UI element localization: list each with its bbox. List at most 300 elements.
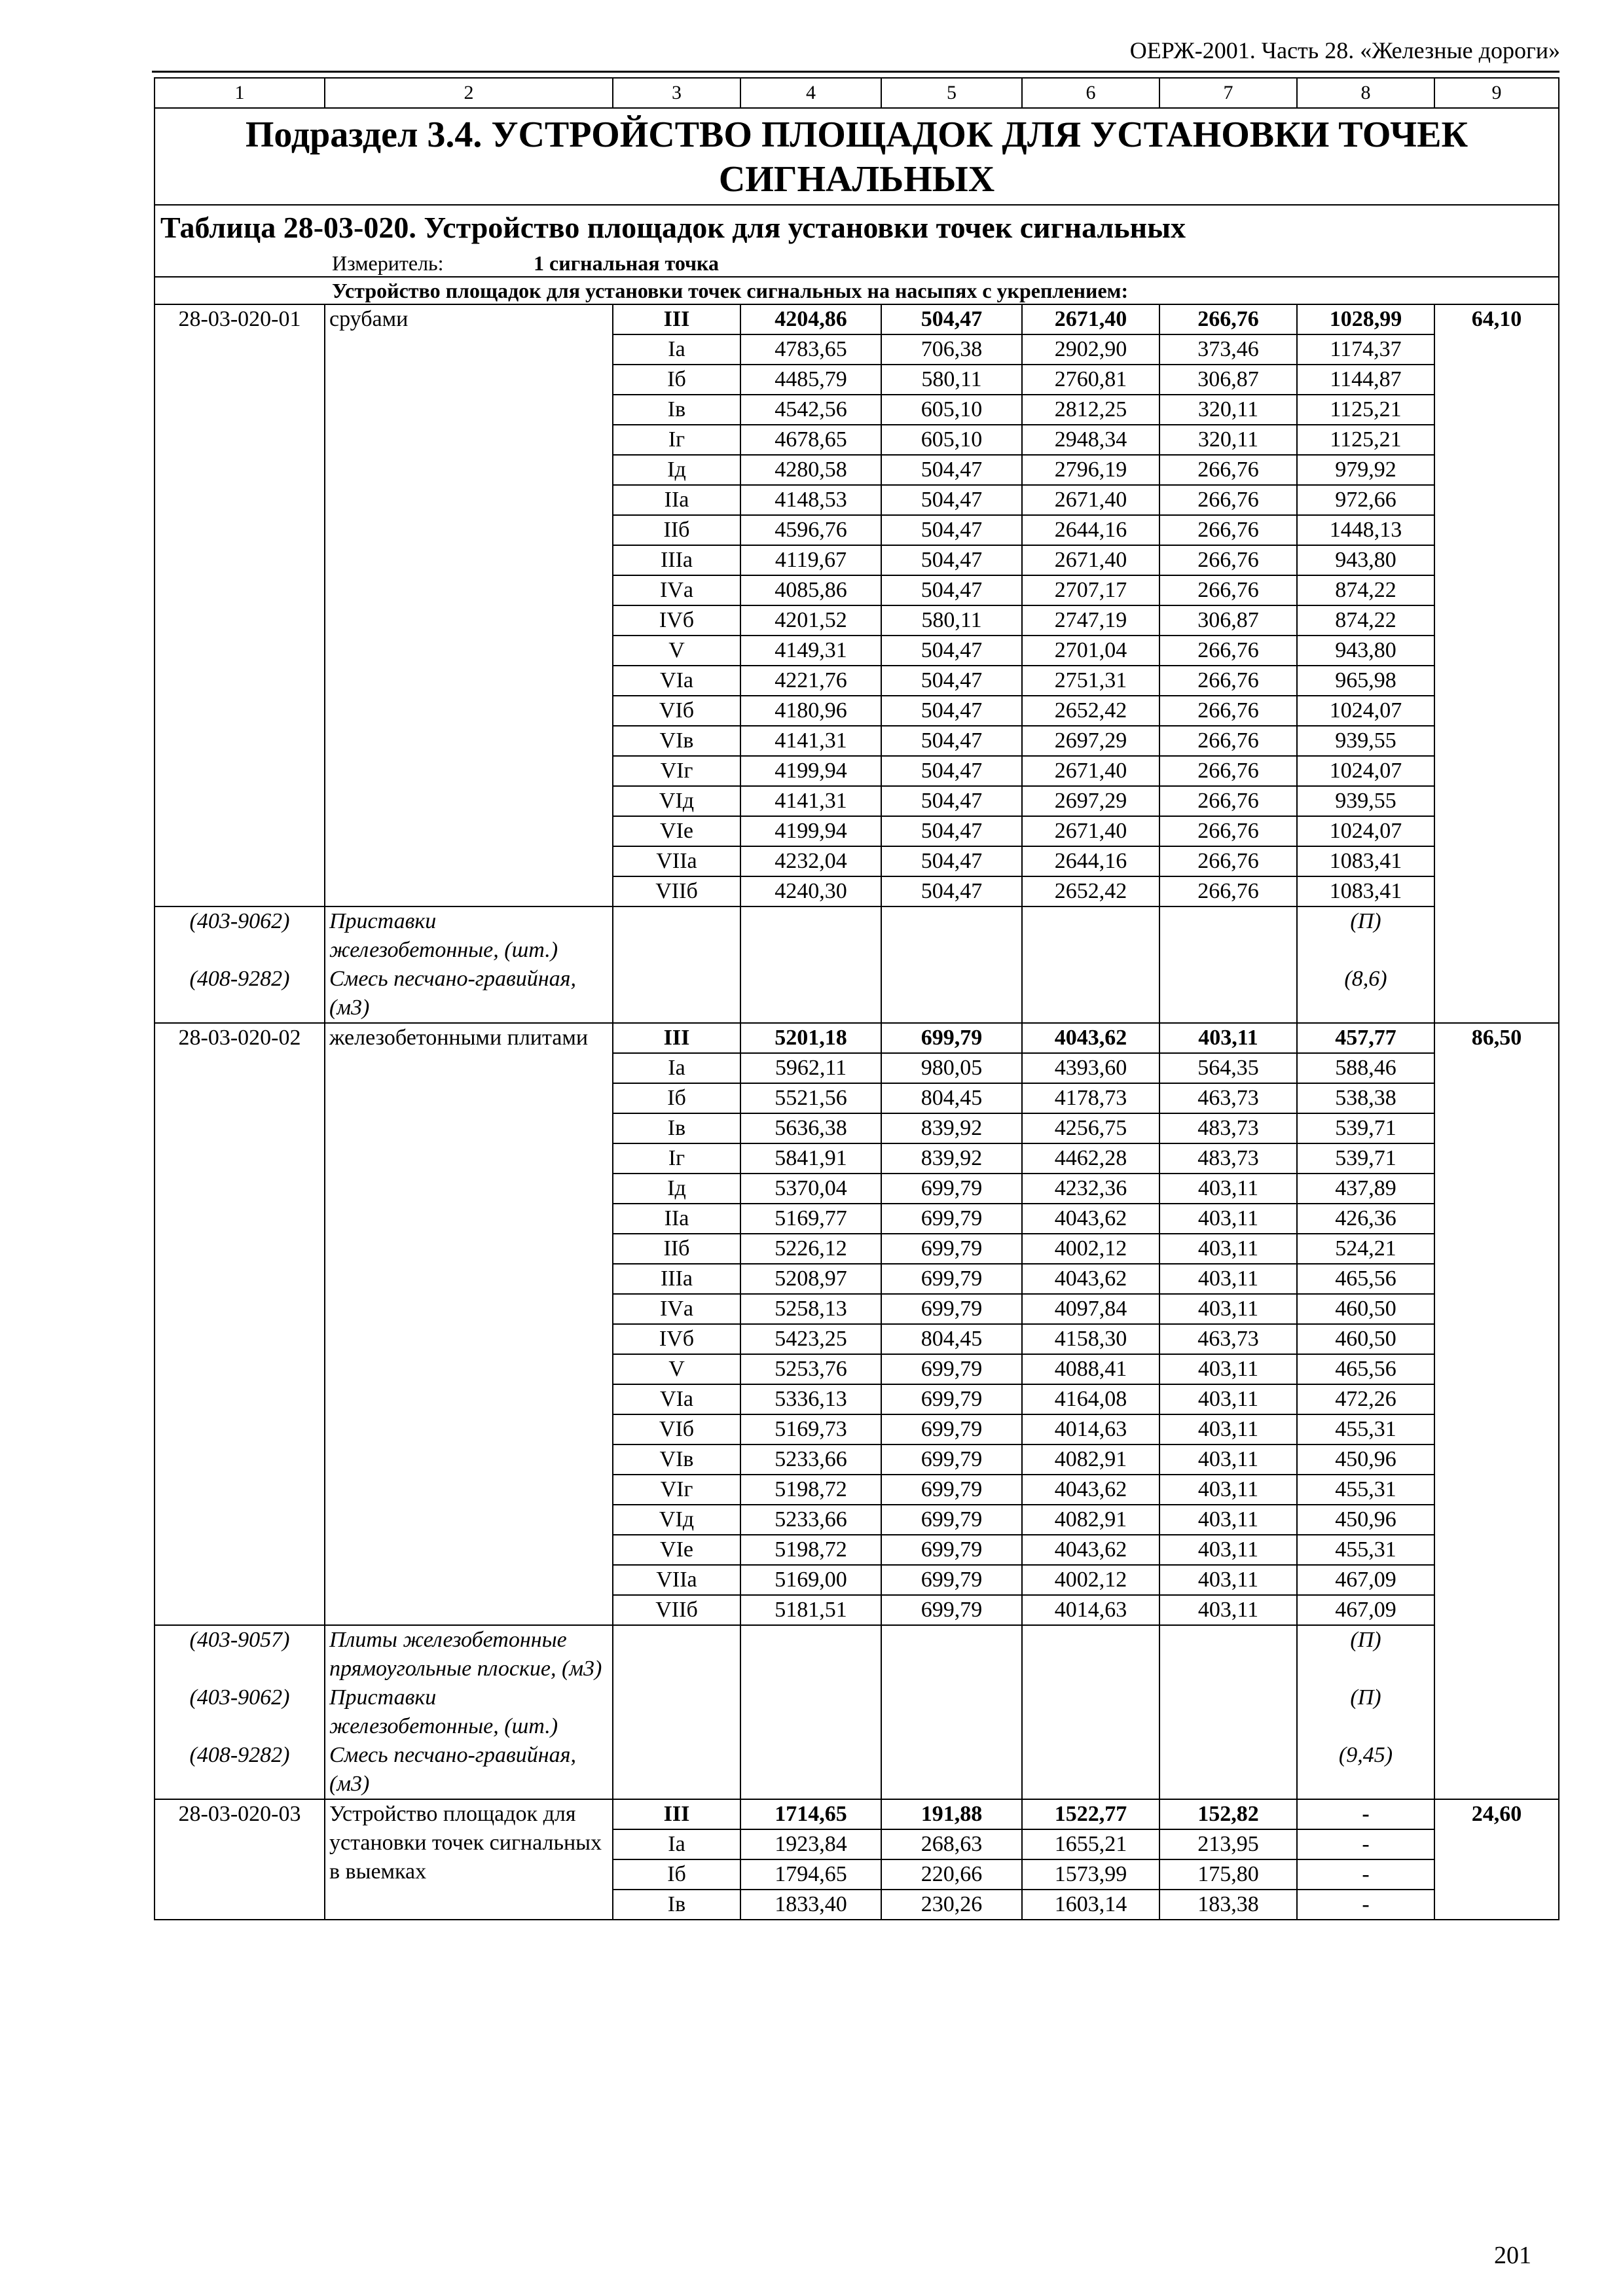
zone-cell: Iг [613,1143,740,1174]
zone-cell: IIIа [613,1264,740,1294]
value-cell: 5181,51 [740,1595,881,1625]
value-cell: 4180,96 [740,696,881,726]
rate-code: 28-03-020-02 [155,1023,325,1625]
empty-cell [740,1741,881,1799]
value-cell: 504,47 [881,756,1022,786]
value-cell: 4043,62 [1022,1535,1159,1565]
value-cell: 2671,40 [1022,304,1159,334]
rates-table-body [155,78,1559,1920]
zone-cell: VIг [613,756,740,786]
value-cell: 504,47 [881,485,1022,515]
value-cell: 5169,00 [740,1565,881,1595]
value-cell: 306,87 [1159,365,1297,395]
meter-value: 1 сигнальная точка [534,251,719,275]
value-cell: 4043,62 [1022,1204,1159,1234]
value-cell: 539,71 [1297,1143,1434,1174]
value-cell: 2652,42 [1022,696,1159,726]
column-number: 9 [1434,78,1559,108]
value-cell: 965,98 [1297,666,1434,696]
labor-cost-cell: 86,50 [1434,1023,1559,1799]
value-cell: 5336,13 [740,1384,881,1414]
page-number: 201 [1494,2242,1531,2269]
value-cell: 4199,94 [740,756,881,786]
header-rule [152,71,1559,73]
empty-cell [1022,1683,1159,1741]
zone-cell: IIIа [613,545,740,575]
empty-cell [740,1625,881,1683]
resource-code: (403-9062) [155,906,325,965]
value-cell: 699,79 [881,1414,1022,1444]
value-cell: 2644,16 [1022,515,1159,545]
value-cell: 5521,56 [740,1083,881,1113]
value-cell: 699,79 [881,1384,1022,1414]
resource-code: (408-9282) [155,1741,325,1799]
resource-qty: (8,6) [1297,965,1434,1023]
zone-cell: IIа [613,1204,740,1234]
value-cell: 504,47 [881,786,1022,816]
value-cell: 465,56 [1297,1264,1434,1294]
value-cell: 564,35 [1159,1053,1297,1083]
value-cell: 5636,38 [740,1113,881,1143]
value-cell: 4002,12 [1022,1234,1159,1264]
value-cell: 220,66 [881,1859,1022,1890]
value-cell: 2652,42 [1022,876,1159,906]
zone-cell: VIд [613,786,740,816]
value-cell: 230,26 [881,1890,1022,1920]
value-cell: 1125,21 [1297,395,1434,425]
value-cell: 5198,72 [740,1535,881,1565]
value-cell: 605,10 [881,425,1022,455]
value-cell: 4232,04 [740,846,881,876]
value-cell: 874,22 [1297,575,1434,605]
value-cell: 4199,94 [740,816,881,846]
value-cell: 5208,97 [740,1264,881,1294]
value-cell: 266,76 [1159,846,1297,876]
value-cell: 455,31 [1297,1414,1434,1444]
value-cell: 539,71 [1297,1113,1434,1143]
value-cell: 320,11 [1159,425,1297,455]
value-cell: 1714,65 [740,1799,881,1829]
empty-cell [881,906,1022,965]
resource-name: Смесь песчано-гравийная, (м3) [325,965,613,1023]
value-cell: 465,56 [1297,1354,1434,1384]
value-cell: 175,80 [1159,1859,1297,1890]
value-cell: 5169,73 [740,1414,881,1444]
resource-qty: (П) [1297,1625,1434,1683]
value-cell: 306,87 [1159,605,1297,636]
value-cell: 839,92 [881,1113,1022,1143]
resource-name: Плиты железобетонные прямоугольные плоские, (м3) [325,1625,613,1683]
zone-cell: IVб [613,605,740,636]
value-cell: 5198,72 [740,1475,881,1505]
empty-cell [613,1625,740,1683]
value-cell: 699,79 [881,1565,1022,1595]
value-cell: 4783,65 [740,334,881,365]
value-cell: 183,38 [1159,1890,1297,1920]
empty-cell [881,1625,1022,1683]
zone-cell: IVб [613,1324,740,1354]
value-cell: 504,47 [881,455,1022,485]
value-cell: 467,09 [1297,1595,1434,1625]
value-cell: 266,76 [1159,816,1297,846]
value-cell: 943,80 [1297,636,1434,666]
value-cell: 4119,67 [740,545,881,575]
zone-cell: VIIа [613,846,740,876]
labor-cost-cell: 64,10 [1434,304,1559,1023]
value-cell: 504,47 [881,545,1022,575]
value-cell: 4043,62 [1022,1023,1159,1053]
value-cell: 504,47 [881,666,1022,696]
column-number: 4 [740,78,881,108]
resource-name: Смесь песчано-гравийная, (м3) [325,1741,613,1799]
zone-cell: VIIб [613,1595,740,1625]
value-cell: 4085,86 [740,575,881,605]
value-cell: 939,55 [1297,726,1434,756]
value-cell: 2671,40 [1022,545,1159,575]
value-cell: 4485,79 [740,365,881,395]
value-cell: 1144,87 [1297,365,1434,395]
value-cell: 2644,16 [1022,846,1159,876]
value-cell: 4141,31 [740,786,881,816]
value-cell: 5370,04 [740,1174,881,1204]
column-number: 5 [881,78,1022,108]
value-cell: 403,11 [1159,1444,1297,1475]
value-cell: 403,11 [1159,1414,1297,1444]
empty-cell [1159,965,1297,1023]
zone-cell: IIа [613,485,740,515]
value-cell: 699,79 [881,1234,1022,1264]
empty-cell [613,1683,740,1741]
rate-row [155,1023,1559,1053]
zone-cell: Iа [613,334,740,365]
empty-cell [1159,1741,1297,1799]
zone-cell: Iб [613,1859,740,1890]
value-cell: 2902,90 [1022,334,1159,365]
resource-qty: (9,45) [1297,1741,1434,1799]
zone-cell: Iб [613,365,740,395]
value-cell: 699,79 [881,1174,1022,1204]
value-cell: 455,31 [1297,1535,1434,1565]
value-cell: 874,22 [1297,605,1434,636]
zone-cell: VIб [613,696,740,726]
value-cell: 1603,14 [1022,1890,1159,1920]
value-cell: - [1297,1890,1434,1920]
value-cell: 5423,25 [740,1324,881,1354]
value-cell: 699,79 [881,1264,1022,1294]
value-cell: 1174,37 [1297,334,1434,365]
resource-code: (403-9062) [155,1683,325,1741]
value-cell: 4201,52 [740,605,881,636]
table-title: Таблица 28-03-020. Устройство площадок для установки точек сигнальных [160,211,1186,244]
value-cell: 4158,30 [1022,1324,1159,1354]
resource-name: Приставки железобетонные, (шт.) [325,1683,613,1741]
value-cell: 4240,30 [740,876,881,906]
value-cell: 979,92 [1297,455,1434,485]
value-cell: 699,79 [881,1505,1022,1535]
empty-cell [881,1683,1022,1741]
value-cell: 460,50 [1297,1294,1434,1324]
value-cell: 588,46 [1297,1053,1434,1083]
value-cell: 5233,66 [740,1444,881,1475]
zone-cell: Iа [613,1829,740,1859]
value-cell: 266,76 [1159,575,1297,605]
resource-row [155,965,1559,1023]
resource-row [155,1625,1559,1683]
value-cell: 5841,91 [740,1143,881,1174]
empty-cell [881,965,1022,1023]
value-cell: 472,26 [1297,1384,1434,1414]
column-number: 2 [325,78,613,108]
value-cell: 4542,56 [740,395,881,425]
running-header: ОЕРЖ-2001. Часть 28. «Железные дороги» [1129,37,1560,63]
value-cell: 4393,60 [1022,1053,1159,1083]
value-cell: 804,45 [881,1324,1022,1354]
value-cell: 320,11 [1159,395,1297,425]
labor-cost-cell: 24,60 [1434,1799,1559,1920]
value-cell: 2671,40 [1022,816,1159,846]
value-cell: 4204,86 [740,304,881,334]
value-cell: 1028,99 [1297,304,1434,334]
value-cell: 463,73 [1159,1083,1297,1113]
meter-line [155,250,1558,276]
zone-cell: Iв [613,395,740,425]
value-cell: 213,95 [1159,1829,1297,1859]
zone-cell: IVа [613,575,740,605]
table-subtitle: Устройство площадок для установки точек сигнальных на насыпях с укреплением: [155,277,1559,304]
table-title-cell [155,205,1559,277]
zone-cell: VIе [613,816,740,846]
zone-cell: III [613,1799,740,1829]
value-cell: - [1297,1829,1434,1859]
value-cell: 457,77 [1297,1023,1434,1053]
value-cell: 4232,36 [1022,1174,1159,1204]
zone-cell: III [613,304,740,334]
value-cell: 4141,31 [740,726,881,756]
value-cell: 4149,31 [740,636,881,666]
zone-cell: Iа [613,1053,740,1083]
value-cell: 5169,77 [740,1204,881,1234]
zone-cell: VIв [613,1444,740,1475]
value-cell: 2812,25 [1022,395,1159,425]
value-cell: 191,88 [881,1799,1022,1829]
empty-cell [1159,1625,1297,1683]
zone-cell: VIб [613,1414,740,1444]
value-cell: 524,21 [1297,1234,1434,1264]
column-number: 8 [1297,78,1434,108]
value-cell: 2751,31 [1022,666,1159,696]
value-cell: 4678,65 [740,425,881,455]
zone-cell: III [613,1023,740,1053]
column-number: 7 [1159,78,1297,108]
empty-cell [740,965,881,1023]
value-cell: 699,79 [881,1475,1022,1505]
value-cell: 266,76 [1159,455,1297,485]
value-cell: 1024,07 [1297,816,1434,846]
value-cell: 580,11 [881,605,1022,636]
value-cell: 403,11 [1159,1595,1297,1625]
empty-cell [1022,1625,1159,1683]
value-cell: 1083,41 [1297,846,1434,876]
value-cell: 5226,12 [740,1234,881,1264]
value-cell: 504,47 [881,816,1022,846]
zone-cell: IVа [613,1294,740,1324]
value-cell: 460,50 [1297,1324,1434,1354]
value-cell: 699,79 [881,1023,1022,1053]
value-cell: 2697,29 [1022,726,1159,756]
value-cell: 504,47 [881,696,1022,726]
zone-cell: VIе [613,1535,740,1565]
value-cell: 699,79 [881,1595,1022,1625]
value-cell: 2671,40 [1022,485,1159,515]
value-cell: 4280,58 [740,455,881,485]
value-cell: 4097,84 [1022,1294,1159,1324]
value-cell: 5253,76 [740,1354,881,1384]
value-cell: 467,09 [1297,1565,1434,1595]
zone-cell: Iв [613,1113,740,1143]
value-cell: 1024,07 [1297,696,1434,726]
value-cell: 403,11 [1159,1535,1297,1565]
value-cell: 1125,21 [1297,425,1434,455]
value-cell: 1522,77 [1022,1799,1159,1829]
zone-cell: VIд [613,1505,740,1535]
value-cell: 4462,28 [1022,1143,1159,1174]
value-cell: - [1297,1859,1434,1890]
value-cell: 5258,13 [740,1294,881,1324]
zone-cell: V [613,1354,740,1384]
zone-cell: VIа [613,666,740,696]
zone-cell: Iд [613,1174,740,1204]
resource-name: Приставки железобетонные, (шт.) [325,906,613,965]
value-cell: 403,11 [1159,1264,1297,1294]
value-cell: 266,76 [1159,786,1297,816]
value-cell: 4043,62 [1022,1475,1159,1505]
zone-cell: Iб [613,1083,740,1113]
zone-cell: V [613,636,740,666]
rates-table-container [154,77,1558,1920]
rate-name: Устройство площадок для установки точек сигнальных в выемках [325,1799,613,1920]
zone-cell: VIа [613,1384,740,1414]
value-cell: 972,66 [1297,485,1434,515]
value-cell: 4164,08 [1022,1384,1159,1414]
subtitle-row [155,277,1559,304]
value-cell: 2948,34 [1022,425,1159,455]
value-cell: 268,63 [881,1829,1022,1859]
value-cell: 939,55 [1297,786,1434,816]
resource-code: (403-9057) [155,1625,325,1683]
resource-row [155,1683,1559,1741]
value-cell: 538,38 [1297,1083,1434,1113]
value-cell: 504,47 [881,726,1022,756]
value-cell: 2707,17 [1022,575,1159,605]
empty-cell [613,1741,740,1799]
rate-code: 28-03-020-01 [155,304,325,906]
value-cell: 2760,81 [1022,365,1159,395]
value-cell: 2747,19 [1022,605,1159,636]
value-cell: 5233,66 [740,1505,881,1535]
value-cell: 504,47 [881,575,1022,605]
value-cell: 426,36 [1297,1204,1434,1234]
resource-row [155,1741,1559,1799]
value-cell: 4014,63 [1022,1595,1159,1625]
value-cell: 266,76 [1159,545,1297,575]
value-cell: 403,11 [1159,1174,1297,1204]
value-cell: 403,11 [1159,1294,1297,1324]
value-cell: 4221,76 [740,666,881,696]
value-cell: 403,11 [1159,1354,1297,1384]
value-cell: - [1297,1799,1434,1829]
value-cell: 2671,40 [1022,756,1159,786]
value-cell: 4043,62 [1022,1264,1159,1294]
value-cell: 483,73 [1159,1143,1297,1174]
value-cell: 1448,13 [1297,515,1434,545]
value-cell: 1655,21 [1022,1829,1159,1859]
value-cell: 450,96 [1297,1505,1434,1535]
value-cell: 4014,63 [1022,1414,1159,1444]
zone-cell: Iв [613,1890,740,1920]
value-cell: 403,11 [1159,1505,1297,1535]
zone-cell: IIб [613,1234,740,1264]
value-cell: 403,11 [1159,1234,1297,1264]
value-cell: 4082,91 [1022,1505,1159,1535]
value-cell: 943,80 [1297,545,1434,575]
resource-code: (408-9282) [155,965,325,1023]
resource-row [155,906,1559,965]
value-cell: 403,11 [1159,1565,1297,1595]
value-cell: 4002,12 [1022,1565,1159,1595]
value-cell: 483,73 [1159,1113,1297,1143]
value-cell: 2796,19 [1022,455,1159,485]
empty-cell [613,906,740,965]
value-cell: 804,45 [881,1083,1022,1113]
value-cell: 152,82 [1159,1799,1297,1829]
resource-qty: (П) [1297,906,1434,965]
value-cell: 403,11 [1159,1384,1297,1414]
zone-cell: IIб [613,515,740,545]
value-cell: 605,10 [881,395,1022,425]
value-cell: 1024,07 [1297,756,1434,786]
value-cell: 437,89 [1297,1174,1434,1204]
column-number: 3 [613,78,740,108]
value-cell: 504,47 [881,304,1022,334]
empty-cell [740,1683,881,1741]
value-cell: 4256,75 [1022,1113,1159,1143]
value-cell: 266,76 [1159,485,1297,515]
rates-table [154,77,1559,1920]
rate-row [155,304,1559,334]
value-cell: 373,46 [1159,334,1297,365]
rate-code: 28-03-020-03 [155,1799,325,1920]
resource-qty: (П) [1297,1683,1434,1741]
value-cell: 463,73 [1159,1324,1297,1354]
empty-cell [1022,965,1159,1023]
zone-cell: Iд [613,455,740,485]
value-cell: 504,47 [881,846,1022,876]
value-cell: 699,79 [881,1444,1022,1475]
zone-cell: VIв [613,726,740,756]
zone-cell: Iг [613,425,740,455]
rate-name: срубами [325,304,613,906]
value-cell: 455,31 [1297,1475,1434,1505]
value-cell: 266,76 [1159,876,1297,906]
empty-cell [613,965,740,1023]
value-cell: 1923,84 [740,1829,881,1859]
value-cell: 266,76 [1159,515,1297,545]
value-cell: 504,47 [881,876,1022,906]
column-number-row [155,78,1559,108]
value-cell: 4148,53 [740,485,881,515]
value-cell: 403,11 [1159,1204,1297,1234]
zone-cell: VIIа [613,1565,740,1595]
